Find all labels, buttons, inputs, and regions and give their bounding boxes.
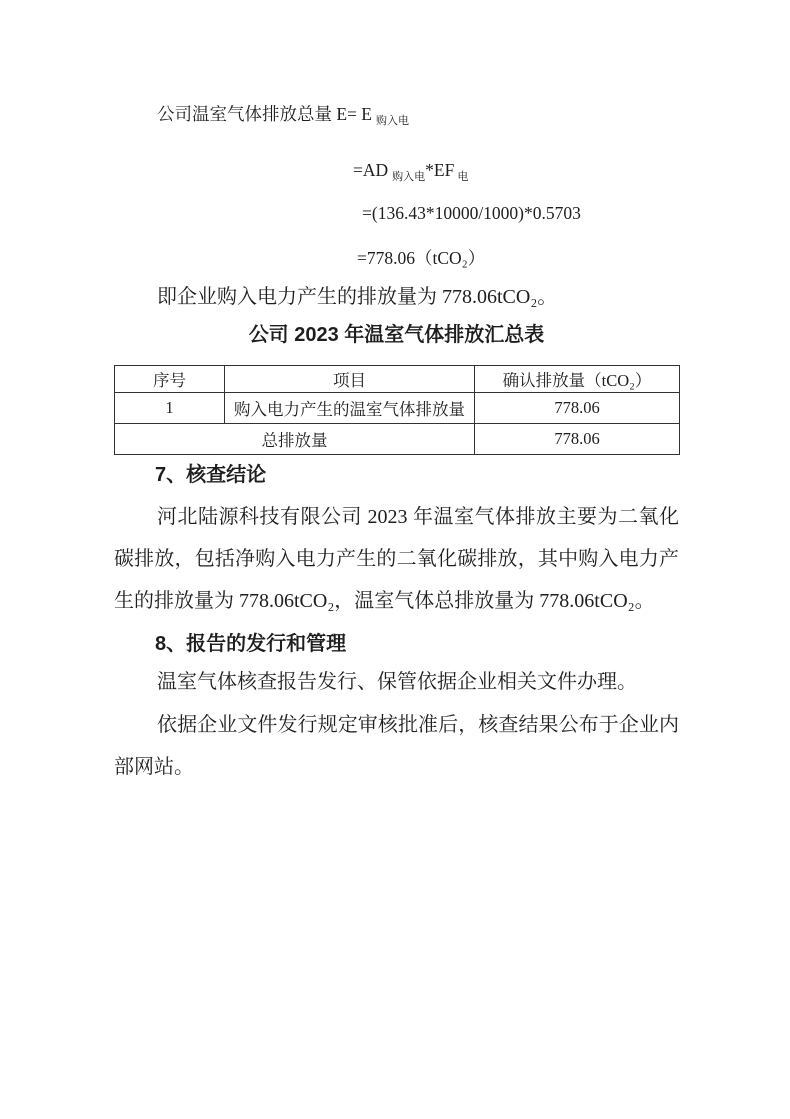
cell-total-label: 总排放量 [115,424,475,455]
conclusion-line: 即企业购入电力产生的排放量为 778.06tCO₂。 [157,286,558,308]
section8-paragraph-2: 依据企业文件发行规定审核批准后，核查结果公布于企业内部网站。 [114,714,679,778]
table-total-row [115,424,680,455]
emission-summary-table [114,365,680,455]
formula-result: =778.06（tCO₂） [357,248,486,268]
formula-subscript: 购入电 [376,115,409,127]
formula-main-text: *EF [425,160,455,180]
table-header-row [115,366,680,393]
formula-subscript: 购入电 [392,171,426,183]
formula-main-text: =AD [353,160,389,180]
header-item: 项目 [225,366,475,393]
document-content [114,103,679,788]
section7-paragraph: 河北陆源科技有限公司 2023 年温室气体排放主要为二氧化碳排放，包括净购入电力产生的二氧化碳排放，其中购入电力产生的排放量为 778.06tCO₂，温室气体总排放量为 778.06tCO₂。 [114,506,679,612]
table-title: 公司 2023 年温室气体排放汇总表 [248,324,545,346]
cell-total-value: 778.06 [475,424,680,455]
cell-item: 购入电力产生的温室气体排放量 [225,393,475,424]
section8-heading: 8、报告的发行和管理 [155,633,347,655]
section8-paragraph-1: 温室气体核查报告发行、保管依据企业相关文件办理。 [157,671,637,693]
formula-total-emission [114,103,679,132]
formula-main-text: 公司温室气体排放总量 E= E [157,104,372,124]
formula-activity-data [114,159,679,188]
header-serial-number: 序号 [115,366,225,393]
section7-heading: 7、核查结论 [155,464,267,486]
table-row [115,393,680,424]
formula-subscript: 电 [457,171,469,183]
formula-calculation: =(136.43*10000/1000)*0.5703 [362,203,581,223]
cell-serial-number: 1 [115,393,225,424]
header-confirmed-emission: 确认排放量（tCO₂） [475,366,680,393]
cell-emission-value: 778.06 [475,393,680,424]
